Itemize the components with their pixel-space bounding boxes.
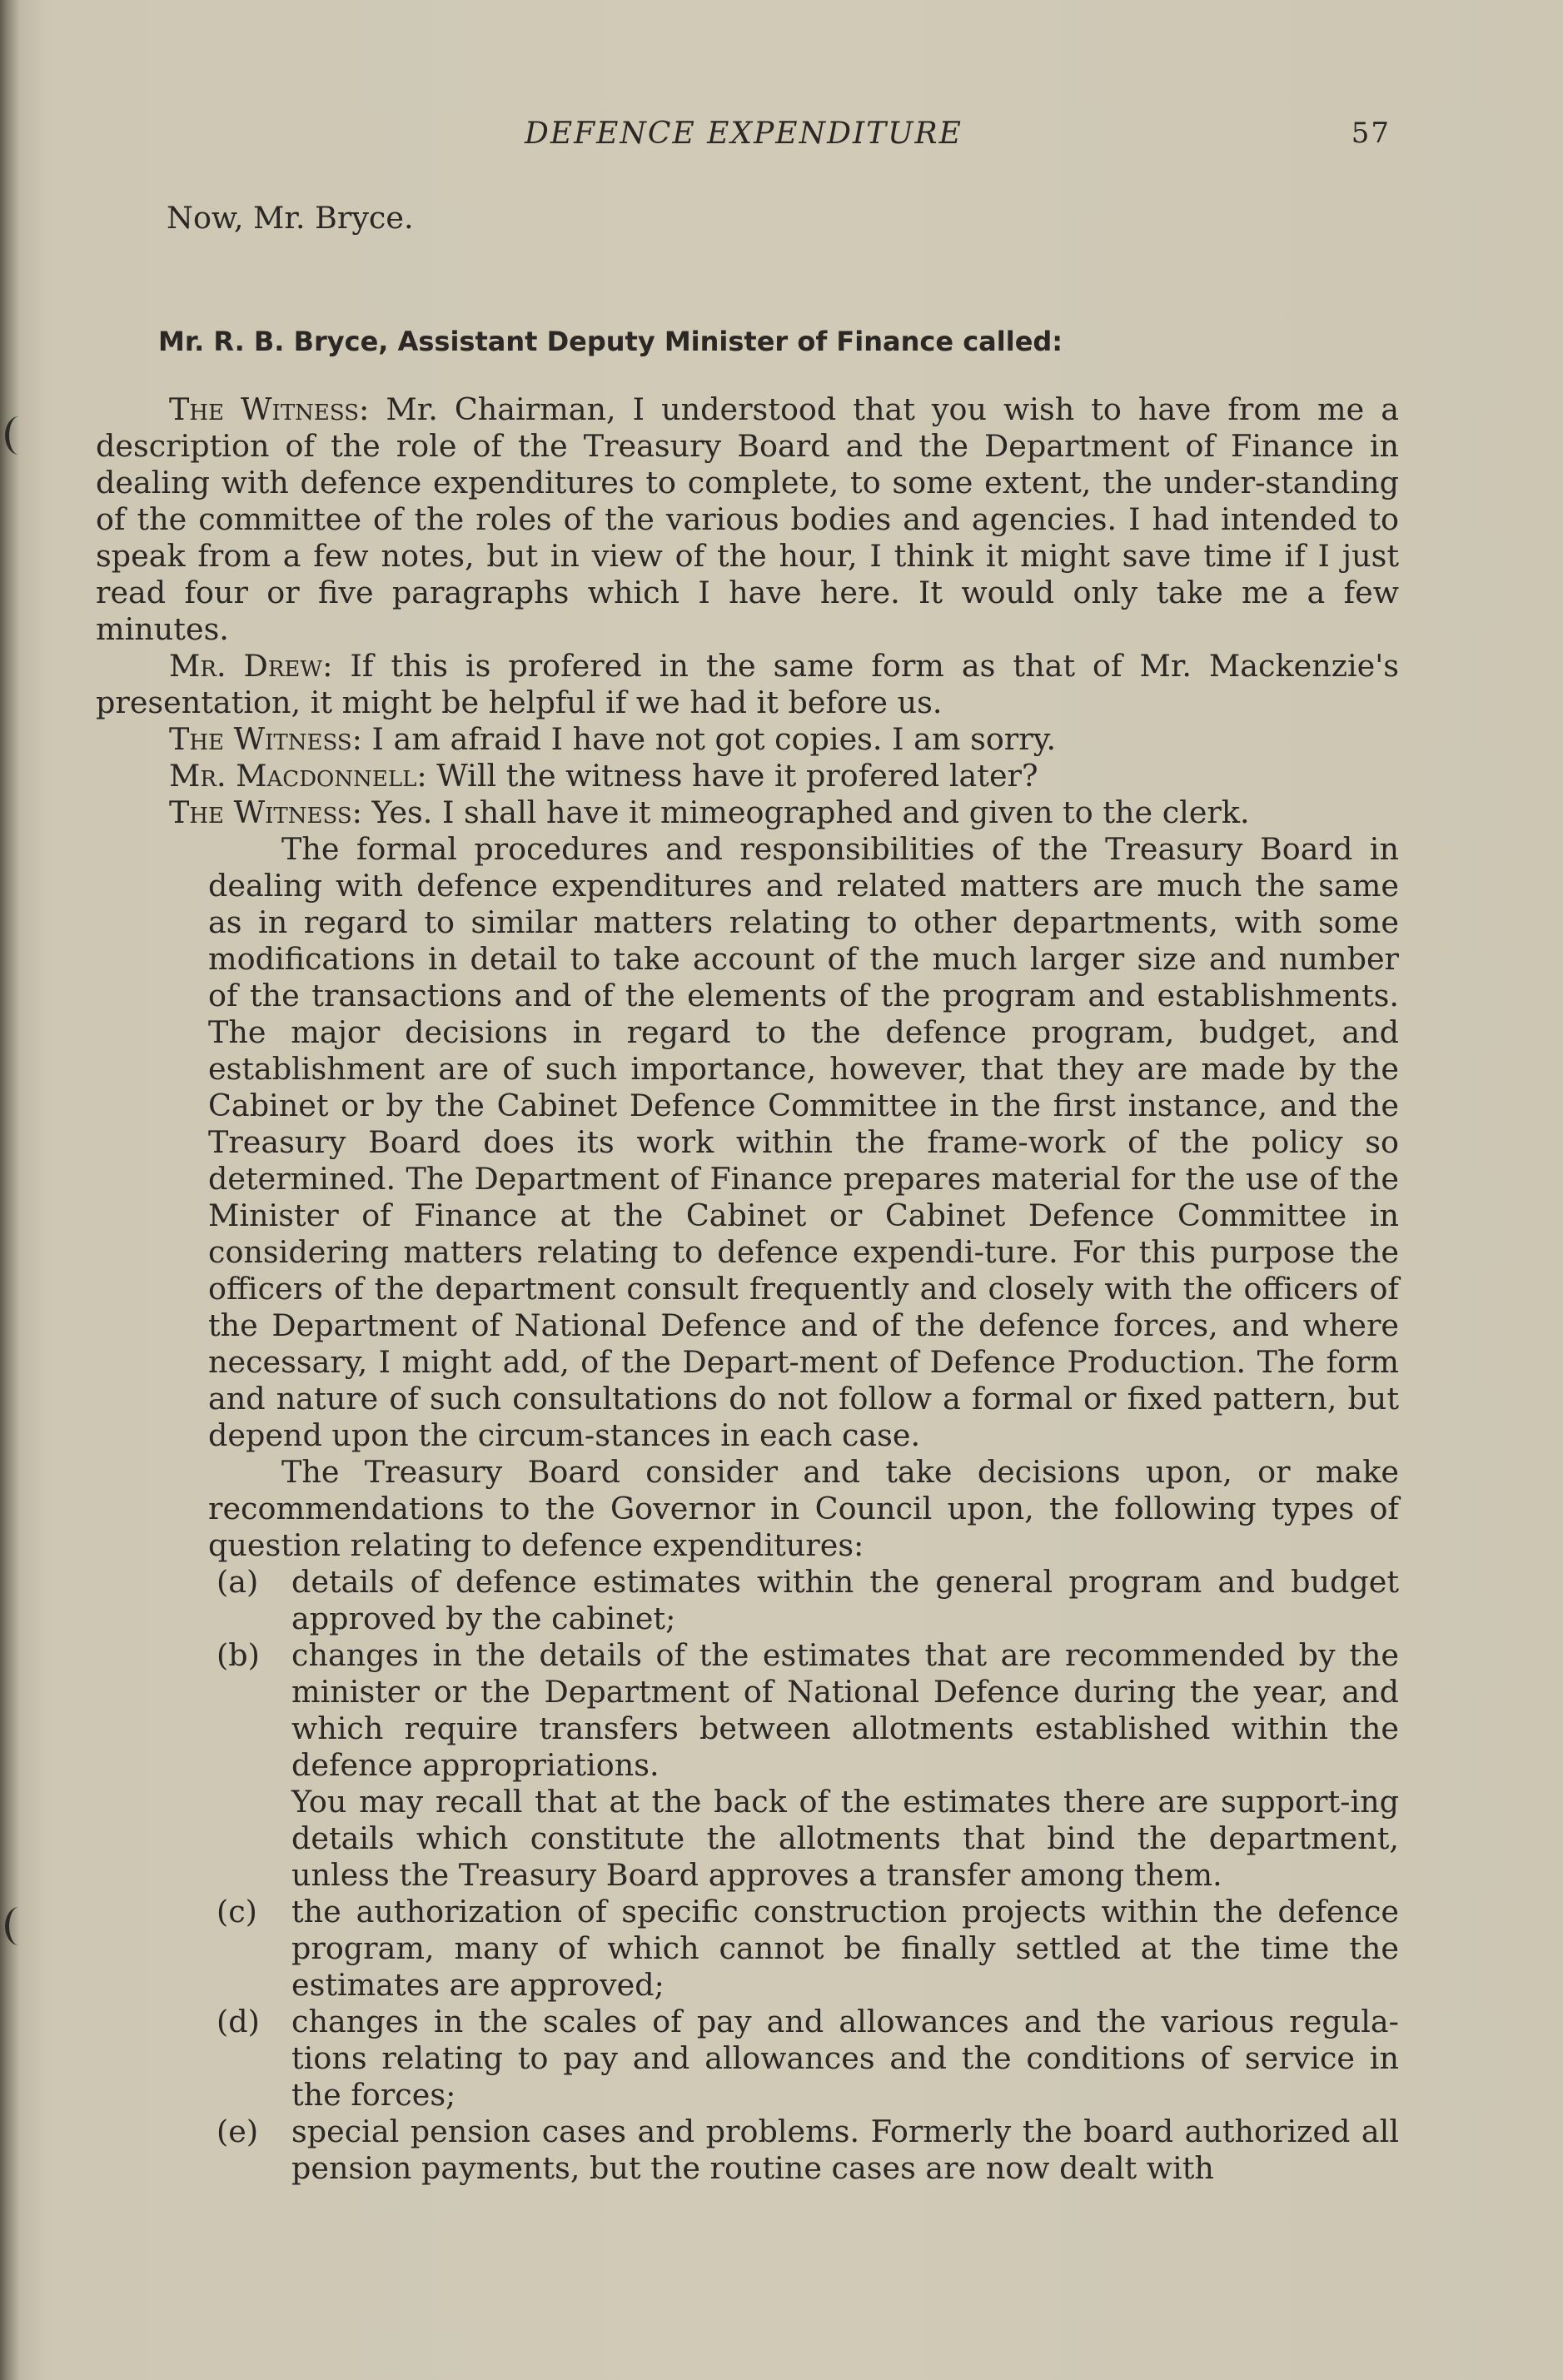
list-item-text: details of defence estimates within the general program and budget approved by the cabinet; <box>291 1564 1399 1636</box>
binding-mark <box>5 416 32 455</box>
list-item-text: special pension cases and problems. Formerly the board authorized all pension payments, but the routine cases are now dealt with <box>291 2114 1399 2186</box>
statement <box>96 721 1399 758</box>
list-item <box>217 2114 1399 2187</box>
list-item <box>217 1894 1399 2004</box>
statement <box>96 758 1399 794</box>
statement-text: I am afraid I have not got copies. I am sorry. <box>361 721 1057 757</box>
list-item-label: (a) <box>217 1564 259 1600</box>
statement-text: Mr. Chairman, I understood that you wish to have from me a description of the role of the Treasury Board and the Department of Finance in dealing with defence expenditures to complete, to some extent, the under-standing of the committee of the roles of the various bodies and agencies. I had intended to speak from a few notes, but in view of the hour, I think it might save time if I just read four or five paragraphs which I have here. It would only take me a few minutes. <box>96 391 1400 647</box>
speaker-label: Mr. Drew: <box>169 648 333 684</box>
speaker-label: The Witness: <box>169 391 370 427</box>
speaker-label: The Witness: <box>169 721 362 757</box>
list-item-label: (e) <box>217 2114 259 2149</box>
list-item-label: (b) <box>217 1637 260 1673</box>
quoted-statement <box>208 831 1399 1564</box>
statement-text: Will the witness have it profered later? <box>426 758 1038 794</box>
list-item <box>217 2004 1399 2114</box>
quoted-paragraph: The Treasury Board consider and take decisions upon, or make recommendations to the Governor in Council upon, the following types of question relating to defence expenditures: <box>208 1454 1399 1563</box>
statement <box>96 648 1399 721</box>
quoted-paragraph: The formal procedures and responsibilities of the Treasury Board in dealing with defence expenditures and related matters are much the same as in regard to similar matters relating to other departments, with some modifications in detail to take account of the much larger size and number of the transactions and of the elements of the program and establishments. The major decisions in regard to the defence program, budget, and establishment are of such importance, however, that they are made by the Cabinet or by the Cabinet Defence Committee in the first instance, and the Treasury Board does its work within the frame-work of the policy so determined. The Department of Finance prepares material for the use of the Minister of Finance at the Cabinet or Cabinet Defence Committee in considering matters relating to defence expendi-ture. For this purpose the officers of the department consult frequently and closely with the officers of the Department of National Defence and of the defence forces, and where necessary, I might add, of the Depart-ment of Defence Production. The form and nature of such consultations do not follow a formal or fixed pattern, but depend upon the circum-stances in each case. <box>208 831 1399 1453</box>
list-item-label: (c) <box>217 1894 257 1929</box>
opening-line: Now, Mr. Bryce. <box>167 200 414 236</box>
speaker-label: The Witness: <box>169 794 362 830</box>
list-item-label: (d) <box>217 2004 260 2039</box>
page-number: 57 <box>1351 117 1391 150</box>
header-title: DEFENCE EXPENDITURE <box>525 117 963 151</box>
transcript-body <box>96 391 1399 2187</box>
list-item-text: changes in the scales of pay and allowances and the various regula-tions relating to pay and allowances and the conditions of service in the forces; <box>291 2004 1399 2113</box>
statement <box>96 391 1399 648</box>
witness-called-heading: Mr. R. B. Bryce, Assistant Deputy Minister of Finance called: <box>158 326 1063 357</box>
statement-text: If this is profered in the same form as that of Mr. Mackenzie's presentation, it might be helpful if we had it before us. <box>96 648 1399 720</box>
list-item <box>217 1637 1399 1784</box>
list-item-text: changes in the details of the estimates that are recommended by the minister or the Department of National Defence during the year, and which require transfers between allotments established within the defence appropriations. <box>291 1637 1399 1783</box>
list-item-note <box>217 1784 1399 1894</box>
speaker-label: Mr. Macdonnell: <box>169 758 427 794</box>
binding-mark <box>5 1907 32 1945</box>
running-header <box>525 117 1391 151</box>
statement <box>96 794 1399 831</box>
list-item-label <box>217 1784 291 1894</box>
list-item-text: You may recall that at the back of the estimates there are support-ing details which constitute the allotments that bind the department, unless the Treasury Board approves a transfer among them. <box>291 1784 1399 1893</box>
list-item <box>217 1564 1399 1637</box>
statement-text: Yes. I shall have it mimeographed and given to the clerk. <box>361 794 1250 830</box>
list-item-text: the authorization of specific construction projects within the defence program, many of which cannot be finally settled at the time the estimates are approved; <box>291 1894 1399 2003</box>
